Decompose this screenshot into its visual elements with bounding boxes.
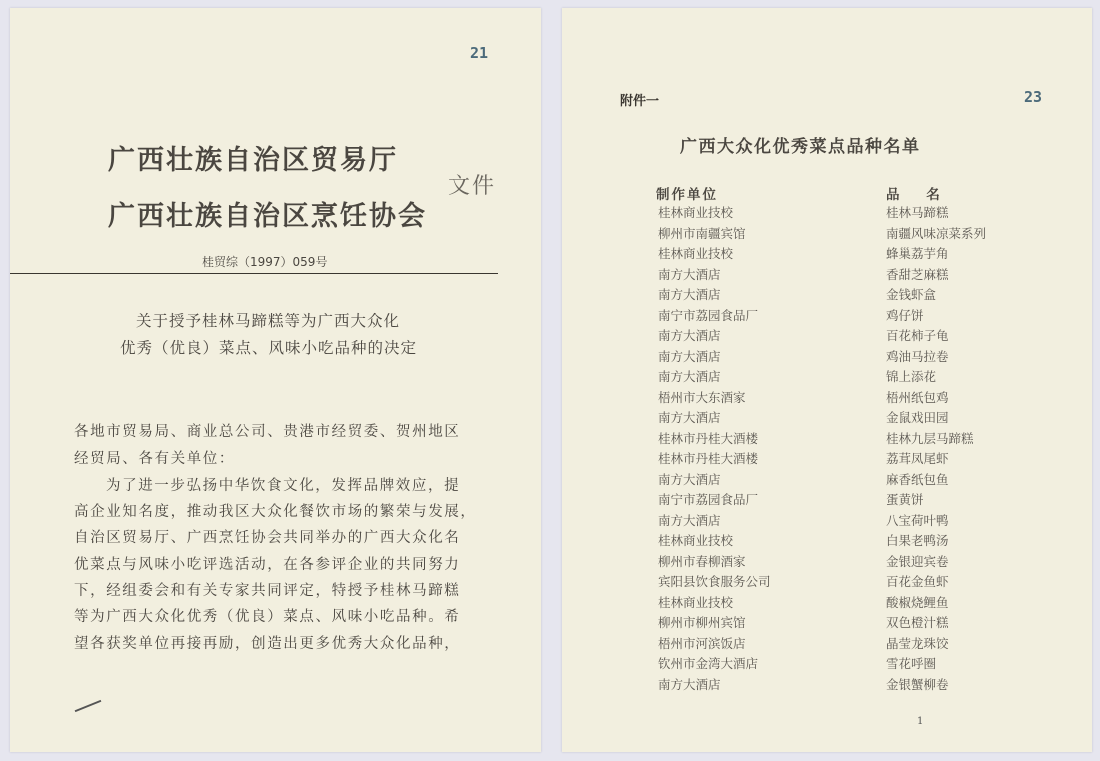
body-line: 高企业知名度，推动我区大众化餐饮市场的繁荣与发展， (74, 504, 477, 520)
dish-cell: 锦上添花 (886, 369, 937, 384)
unit-cell: 南方大酒店 (658, 348, 721, 364)
list-row (658, 572, 1058, 593)
body-line: 下，经组委会和有关专家共同评定，特授予桂林马蹄糕 (74, 583, 461, 599)
decision-title-line-1: 关于授予桂林马蹄糕等为广西大众化 (136, 312, 401, 330)
unit-cell: 宾阳县饮食服务公司 (658, 574, 771, 589)
list-row (658, 613, 1058, 634)
unit-cell: 桂林商业技校 (658, 533, 734, 548)
dish-list (658, 203, 1058, 695)
body-line: 为了进一步弘扬中华饮食文化，发挥品牌效应，提 (106, 478, 461, 494)
body-line: 望各获奖单位再接再励，创造出更多优秀大众化品种， (74, 636, 461, 652)
dish-cell: 蛋黄饼 (886, 492, 924, 507)
list-row (658, 593, 1058, 614)
dish-cell: 香甜芝麻糕 (886, 266, 949, 282)
dish-cell: 桂林九层马蹄糕 (886, 430, 974, 446)
issuing-org-cooking-assoc: 广西壮族自治区烹饪协会 (108, 201, 427, 232)
unit-cell: 南方大酒店 (658, 410, 721, 425)
page-number: 23 (1024, 88, 1043, 106)
unit-cell: 南方大酒店 (658, 512, 721, 528)
list-row (658, 490, 1058, 511)
list-row (658, 203, 1058, 224)
dish-cell: 雪花呼圈 (886, 656, 937, 671)
column-header-dish: 品 名 (886, 187, 942, 203)
list-title: 广西大众化优秀菜点品种名单 (680, 137, 921, 157)
pen-mark (75, 700, 102, 712)
document-number: 桂贸综（1997）059号 (202, 255, 328, 269)
body-line: 经贸局、各有关单位： (74, 451, 235, 467)
unit-cell: 梧州市河滨饭店 (658, 635, 746, 651)
unit-cell: 南方大酒店 (658, 369, 721, 384)
unit-cell: 桂林市丹桂大酒楼 (658, 430, 759, 446)
list-row (658, 285, 1058, 306)
list-row (658, 531, 1058, 552)
dish-cell: 酸椒烧鲤鱼 (886, 594, 949, 610)
list-row (658, 634, 1058, 655)
decision-title-line-2: 优秀（优良）菜点、风味小吃品种的决定 (120, 339, 418, 357)
unit-cell: 南方大酒店 (658, 328, 721, 343)
list-row (658, 265, 1058, 286)
unit-cell: 柳州市南疆宾馆 (658, 225, 746, 241)
dish-cell: 百花金鱼虾 (886, 574, 949, 589)
body-line: 等为广西大众化优秀（优良）菜点、风味小吃品种。希 (74, 609, 461, 625)
dish-cell: 梧州纸包鸡 (886, 389, 949, 405)
unit-cell: 南方大酒店 (658, 266, 721, 282)
unit-cell: 钦州市金湾大酒店 (658, 656, 759, 671)
body-line: 优菜点与风味小吃评选活动，在各参评企业的共同努力 (74, 557, 461, 573)
column-header-unit: 制作单位 (656, 187, 718, 203)
dish-cell: 金银蟹柳卷 (886, 676, 949, 692)
dish-cell: 白果老鸭汤 (886, 533, 949, 548)
list-row (658, 224, 1058, 245)
list-row (658, 306, 1058, 327)
unit-cell: 桂林商业技校 (658, 594, 734, 610)
dish-cell: 鸡油马拉卷 (886, 348, 949, 364)
list-row (658, 347, 1058, 368)
dish-cell: 桂林马蹄糕 (886, 205, 949, 220)
dish-cell: 百花柿子龟 (886, 328, 949, 343)
dish-cell: 荔茸凤尾虾 (886, 451, 949, 466)
list-row (658, 408, 1058, 429)
list-row (658, 470, 1058, 491)
list-row (658, 429, 1058, 450)
unit-cell: 桂林商业技校 (658, 246, 734, 261)
dish-cell: 蜂巢荔芋角 (886, 246, 949, 261)
dish-cell: 双色橙汁糕 (886, 615, 949, 630)
list-row (658, 326, 1058, 347)
footer-page-number: 1 (917, 716, 924, 727)
unit-cell: 南方大酒店 (658, 676, 721, 692)
unit-cell: 南方大酒店 (658, 287, 721, 302)
dish-cell: 金银迎宾卷 (886, 553, 949, 569)
dish-cell: 金钱虾盒 (886, 287, 937, 302)
list-row (658, 388, 1058, 409)
unit-cell: 梧州市大东酒家 (658, 389, 746, 405)
dish-cell: 麻香纸包鱼 (886, 471, 949, 487)
document-label: 文件 (448, 174, 497, 199)
document-page-right (562, 8, 1092, 752)
page-number: 21 (470, 44, 489, 62)
dish-cell: 八宝荷叶鸭 (886, 512, 949, 528)
list-row (658, 511, 1058, 532)
unit-cell: 桂林商业技校 (658, 205, 734, 220)
unit-cell: 柳州市春柳酒家 (658, 553, 746, 569)
list-row (658, 675, 1058, 696)
unit-cell: 南宁市荔园食品厂 (658, 492, 759, 507)
unit-cell: 柳州市柳州宾馆 (658, 615, 746, 630)
header-rule (10, 273, 498, 274)
dish-cell: 南疆风味凉菜系列 (886, 225, 987, 241)
issuing-org-trade-dept: 广西壮族自治区贸易厅 (108, 145, 398, 176)
unit-cell: 桂林市丹桂大酒楼 (658, 451, 759, 466)
dish-cell: 金鼠戏田园 (886, 410, 949, 425)
attachment-label: 附件一 (620, 94, 660, 109)
unit-cell: 南方大酒店 (658, 471, 721, 487)
list-row (658, 367, 1058, 388)
dish-cell: 晶莹龙珠饺 (886, 635, 949, 651)
document-page-left (10, 8, 541, 752)
dish-cell: 鸡仔饼 (886, 307, 924, 323)
unit-cell: 南宁市荔园食品厂 (658, 307, 759, 323)
list-row (658, 552, 1058, 573)
body-line: 各地市贸易局、商业总公司、贵港市经贸委、贺州地区 (74, 424, 461, 440)
list-row (658, 449, 1058, 470)
list-row (658, 244, 1058, 265)
list-row (658, 654, 1058, 675)
body-line: 自治区贸易厅、广西烹饪协会共同举办的广西大众化名 (74, 530, 461, 546)
